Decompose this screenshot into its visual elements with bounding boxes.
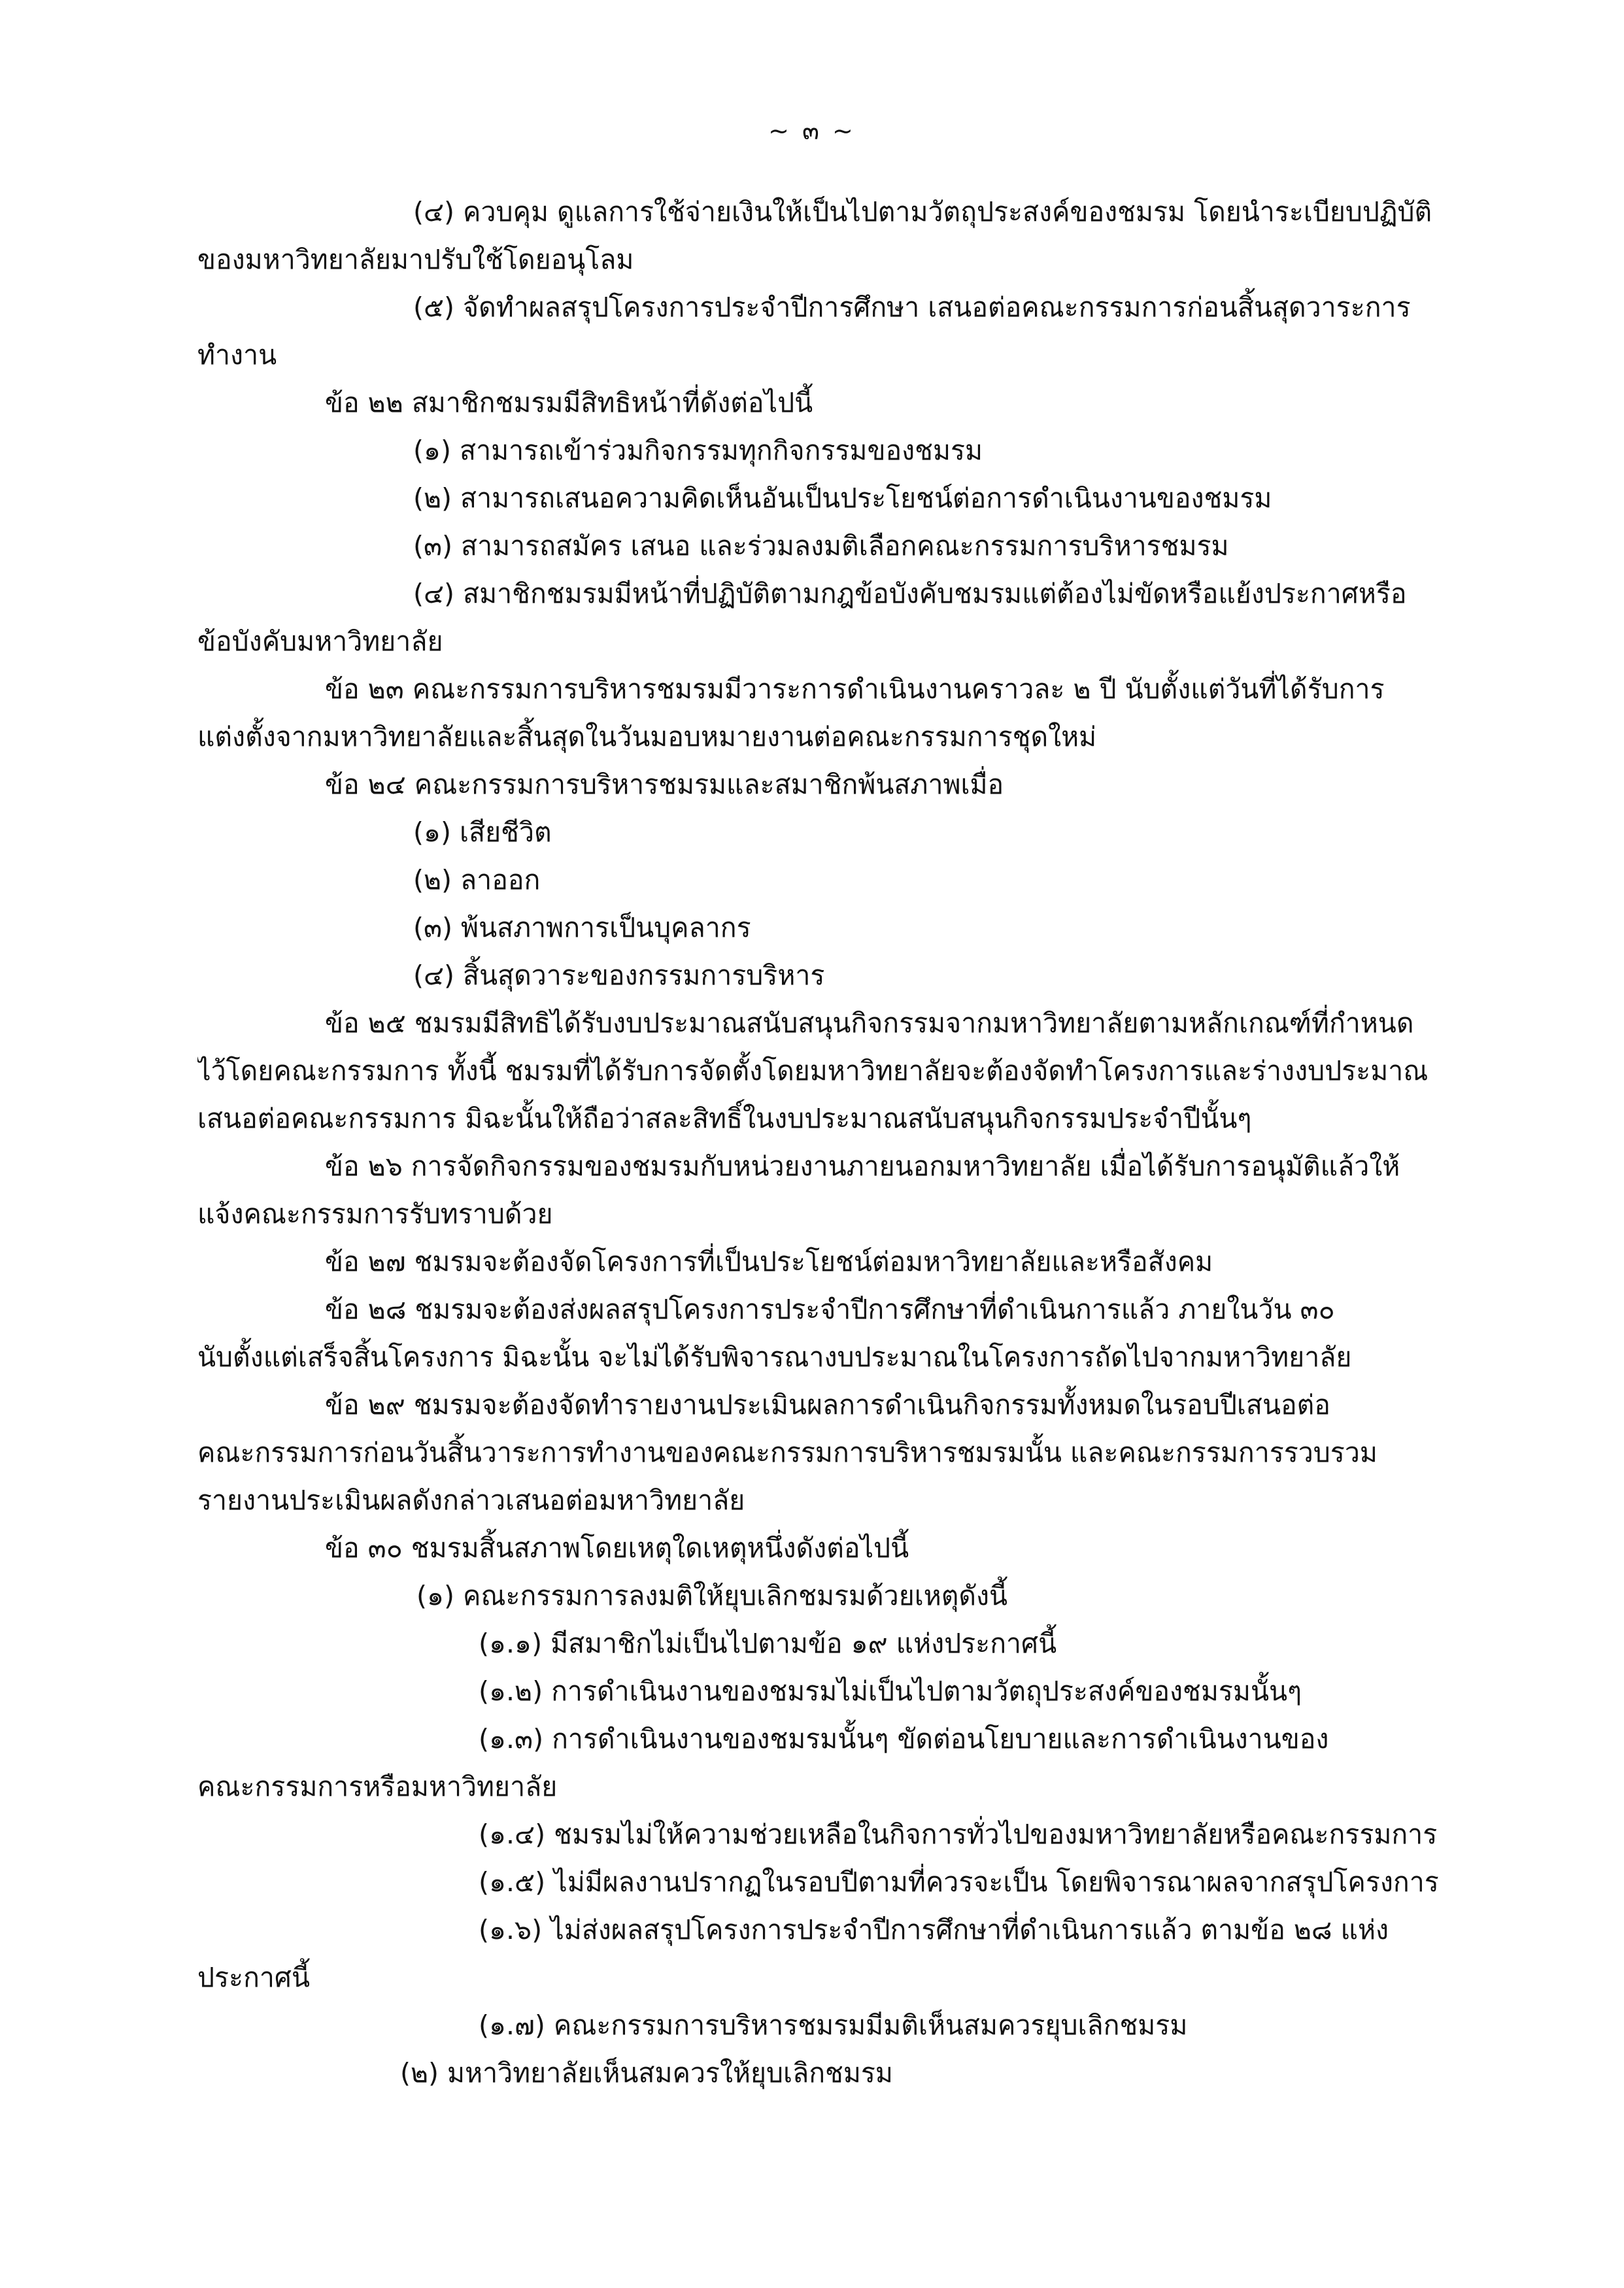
paragraph xyxy=(197,379,1447,427)
text-line: (๑.๗) คณะกรรมการบริหารชมรมมีมติเห็นสมควรยุบเลิกชมรม xyxy=(479,2010,1188,2041)
text-line: เสนอต่อคณะกรรมการ มิฉะนั้นให้ถือว่าสละสิทธิ์ในงบประมาณสนับสนุนกิจกรรมประจำปีนั้นๆ xyxy=(197,1103,1252,1134)
text-line: (๑.๑) มีสมาชิกไม่เป็นไปตามข้อ ๑๙ แห่งประกาศนี้ xyxy=(479,1628,1057,1659)
text-line: (๒) มหาวิทยาลัยเห็นสมควรให้ยุบเลิกชมรม xyxy=(400,2057,893,2089)
paragraph xyxy=(197,570,1447,665)
paragraph xyxy=(197,952,1447,1000)
text-line: (๑.๒) การดำเนินงานของชมรมไม่เป็นไปตามวัตถุประสงค์ของชมรมนั้นๆ xyxy=(479,1675,1302,1707)
text-line: (๑.๓) การดำเนินงานของชมรมนั้นๆ ขัดต่อนโยบายและการดำเนินงานของ xyxy=(479,1723,1329,1755)
text-line: ข้อ ๒๕ ชมรมมีสิทธิได้รับงบประมาณสนับสนุนกิจกรรมจากมหาวิทยาลัยตามหลักเกณฑ์ที่กำหนด xyxy=(325,1007,1414,1039)
paragraph xyxy=(197,1668,1447,1715)
text-line: (๓) พ้นสภาพการเป็นบุคลากร xyxy=(413,912,751,943)
paragraph xyxy=(197,761,1447,809)
paragraph xyxy=(197,1859,1447,1906)
paragraph xyxy=(197,427,1447,475)
text-line: (๔) สิ้นสุดวาระของกรรมการบริหาร xyxy=(413,960,825,991)
text-line: ของมหาวิทยาลัยมาปรับใช้โดยอนุโลม xyxy=(197,244,634,275)
text-line: ข้อ ๒๙ ชมรมจะต้องจัดทำรายงานประเมินผลการดำเนินกิจกรรมทั้งหมดในรอบปีเสนอต่อ xyxy=(325,1389,1330,1421)
paragraph xyxy=(197,188,1447,284)
paragraph xyxy=(197,2002,1447,2049)
text-line: (๒) ลาออก xyxy=(413,864,541,896)
paragraph xyxy=(197,856,1447,904)
text-line: ข้อ ๓๐ ชมรมสิ้นสภาพโดยเหตุใดเหตุหนึ่งดังต่อไปนี้ xyxy=(325,1532,909,1564)
text-line: ทำงาน xyxy=(197,339,277,371)
text-line: ข้อบังคับมหาวิทยาลัย xyxy=(197,626,443,657)
paragraph xyxy=(197,1524,1447,1572)
paragraph xyxy=(197,1620,1447,1668)
paragraph xyxy=(197,809,1447,856)
text-line: (๑.๕) ไม่มีผลงานปรากฏในรอบปีตามที่ควรจะเป็น โดยพิจารณาผลจากสรุปโครงการ xyxy=(479,1866,1439,1898)
paragraph xyxy=(197,2049,1447,2097)
paragraph xyxy=(197,1286,1447,1381)
text-line: คณะกรรมการก่อนวันสิ้นวาระการทำงานของคณะกรรมการบริหารชมรมนั้น และคณะกรรมการรวบรวม xyxy=(197,1437,1378,1468)
paragraph xyxy=(197,1000,1447,1143)
paragraph xyxy=(197,1238,1447,1286)
paragraph xyxy=(197,475,1447,522)
text-line: (๒) สามารถเสนอความคิดเห็นอันเป็นประโยชน์ต่อการดำเนินงานของชมรม xyxy=(413,482,1272,514)
text-line: ข้อ ๒๓ คณะกรรมการบริหารชมรมมีวาระการดำเนินงานคราวละ ๒ ปี นับตั้งแต่วันที่ได้รับการ xyxy=(325,673,1385,705)
paragraph xyxy=(197,904,1447,952)
text-line: รายงานประเมินผลดังกล่าวเสนอต่อมหาวิทยาลัย xyxy=(197,1485,745,1516)
text-line: ข้อ ๒๗ ชมรมจะต้องจัดโครงการที่เป็นประโยชน์ต่อมหาวิทยาลัยและหรือสังคม xyxy=(325,1246,1213,1277)
text-line: นับตั้งแต่เสร็จสิ้นโครงการ มิฉะนั้น จะไม่ได้รับพิจารณางบประมาณในโครงการถัดไปจากมหาวิทยาลัย xyxy=(197,1341,1352,1373)
text-line: ข้อ ๒๖ การจัดกิจกรรมของชมรมกับหน่วยงานภายนอกมหาวิทยาลัย เมื่อได้รับการอนุมัติแล้วให้ xyxy=(325,1151,1400,1182)
paragraph xyxy=(197,284,1447,379)
paragraph xyxy=(197,1381,1447,1524)
text-line: (๑.๔) ชมรมไม่ให้ความช่วยเหลือในกิจการทั่วไปของมหาวิทยาลัยหรือคณะกรรมการ xyxy=(479,1819,1438,1850)
text-line: (๑) คณะกรรมการลงมติให้ยุบเลิกชมรมด้วยเหตุดังนี้ xyxy=(416,1580,1008,1611)
paragraph xyxy=(197,1715,1447,1811)
text-line: แจ้งคณะกรรมการรับทราบด้วย xyxy=(197,1198,553,1230)
paragraph xyxy=(197,1811,1447,1859)
text-line: (๓) สามารถสมัคร เสนอ และร่วมลงมติเลือกคณะกรรมการบริหารชมรม xyxy=(413,530,1229,562)
text-line: (๔) สมาชิกชมรมมีหน้าที่ปฏิบัติตามกฎข้อบังคับชมรมแต่ต้องไม่ขัดหรือแย้งประกาศหรือ xyxy=(413,578,1407,609)
paragraph xyxy=(197,1906,1447,2002)
text-line: (๔) ควบคุม ดูแลการใช้จ่ายเงินให้เป็นไปตามวัตถุประสงค์ของชมรม โดยนำระเบียบปฏิบัติ xyxy=(413,196,1432,227)
text-line: ข้อ ๒๒ สมาชิกชมรมมีสิทธิหน้าที่ดังต่อไปนี้ xyxy=(325,387,813,418)
text-line: ข้อ ๒๔ คณะกรรมการบริหารชมรมและสมาชิกพ้นสภาพเมื่อ xyxy=(325,769,1004,800)
paragraph xyxy=(197,665,1447,761)
paragraph xyxy=(197,1572,1447,1620)
text-line: (๑.๖) ไม่ส่งผลสรุปโครงการประจำปีการศึกษาที่ดำเนินการแล้ว ตามข้อ ๒๘ แห่ง xyxy=(479,1914,1389,1945)
document-body xyxy=(197,188,1447,2097)
paragraph xyxy=(197,1143,1447,1238)
text-line: (๕) จัดทำผลสรุปโครงการประจำปีการศึกษา เสนอต่อคณะกรรมการก่อนสิ้นสุดวาระการ xyxy=(413,292,1411,323)
text-line: คณะกรรมการหรือมหาวิทยาลัย xyxy=(197,1771,558,1802)
paragraph xyxy=(197,522,1447,570)
text-line: แต่งตั้งจากมหาวิทยาลัยและสิ้นสุดในวันมอบหมายงานต่อคณะกรรมการชุดใหม่ xyxy=(197,721,1097,752)
page-number: ~ ๓ ~ xyxy=(768,116,856,145)
text-line: ประกาศนี้ xyxy=(197,1962,310,1993)
text-line: ไว้โดยคณะกรรมการ ทั้งนี้ ชมรมที่ได้รับการจัดตั้งโดยมหาวิทยาลัยจะต้องจัดทำโครงการและร่างงบประมาณ xyxy=(197,1055,1429,1086)
text-line: (๑) เสียชีวิต xyxy=(413,816,552,848)
text-line: ข้อ ๒๘ ชมรมจะต้องส่งผลสรุปโครงการประจำปีการศึกษาที่ดำเนินการแล้ว ภายในวัน ๓๐ xyxy=(325,1294,1335,1325)
text-line: (๑) สามารถเข้าร่วมกิจกรรมทุกกิจกรรมของชมรม xyxy=(413,435,983,466)
